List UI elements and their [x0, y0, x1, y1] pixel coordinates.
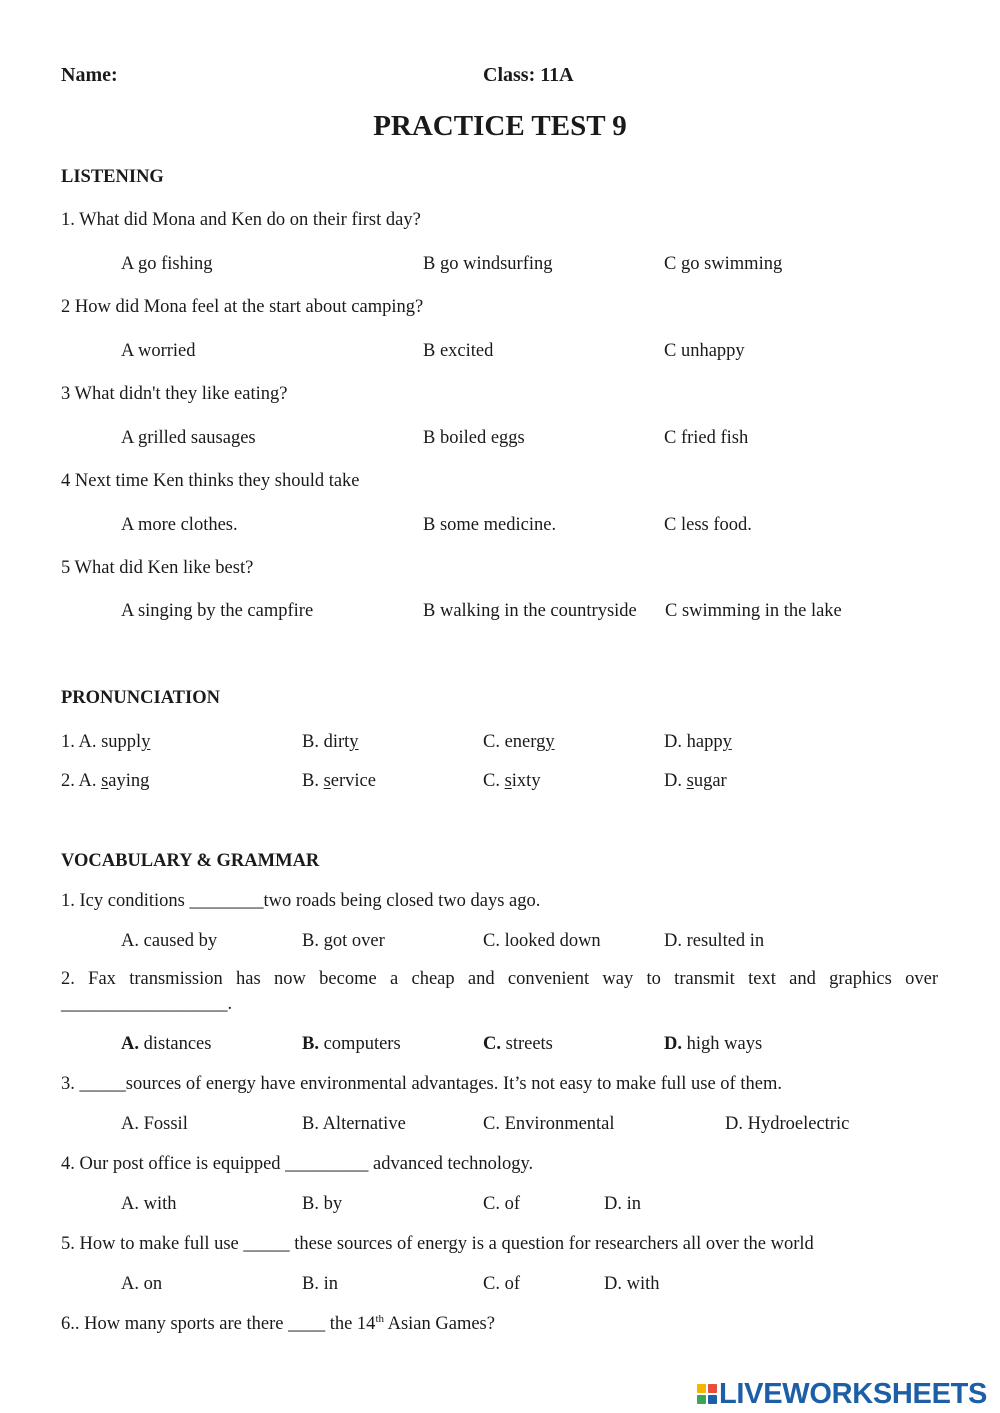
- listening-q5-option-c: C swimming in the lake: [665, 601, 842, 621]
- vocab-q2-blank: __________________.: [61, 994, 233, 1014]
- liveworksheets-logo: [697, 1376, 987, 1412]
- question-text-start: 6.. How many sports are there ____ the 14: [61, 1314, 376, 1334]
- option-letter: C.: [483, 1034, 501, 1054]
- word-start: C. energ: [483, 732, 546, 752]
- word-start: D.: [664, 771, 687, 791]
- listening-q1-option-c: C go swimming: [664, 254, 783, 274]
- vocab-q4-option-a: A. with: [121, 1194, 177, 1214]
- vocab-q2-option-d: [664, 1035, 762, 1054]
- vocab-q5-option-b: B. in: [302, 1274, 338, 1294]
- listening-q3-option-b: B boiled eggs: [423, 428, 525, 448]
- option-letter: B.: [302, 1034, 319, 1054]
- question-text-end: Asian Games?: [384, 1314, 495, 1334]
- vocab-q3-option-d: D. Hydroelectric: [725, 1114, 850, 1134]
- class-label: Class: 11A: [483, 64, 574, 86]
- word-start: C.: [483, 771, 505, 791]
- vocab-question-1: 1. Icy conditions ________two roads being closed two days ago.: [61, 891, 541, 911]
- vocab-q1-option-b: B. got over: [302, 931, 385, 951]
- underlined-sound: s: [504, 771, 512, 791]
- word-end: aying: [108, 771, 150, 791]
- vocab-q5-option-a: A. on: [121, 1274, 163, 1294]
- pronunciation-item-1-a: [61, 733, 150, 752]
- vocab-q5-option-c: C. of: [483, 1274, 520, 1294]
- pronunciation-item-1-d: [664, 733, 732, 752]
- listening-question-4: 4 Next time Ken thinks they should take: [61, 471, 360, 491]
- listening-question-2: 2 How did Mona feel at the start about camping?: [61, 297, 424, 317]
- vocab-q2-option-c: [483, 1035, 553, 1054]
- listening-q5-option-a: A singing by the campfire: [121, 601, 314, 621]
- underlined-sound: s: [101, 771, 109, 791]
- listening-q4-option-b: B some medicine.: [423, 515, 557, 535]
- pronunciation-heading: PRONUNCIATION: [61, 688, 220, 708]
- listening-question-3: 3 What didn't they like eating?: [61, 384, 288, 404]
- vocab-q3-option-a: A. Fossil: [121, 1114, 188, 1134]
- listening-q5-option-b: B walking in the countryside: [423, 601, 637, 621]
- option-text: streets: [505, 1034, 553, 1054]
- vocab-q4-option-c: C. of: [483, 1194, 520, 1214]
- vocab-question-4: 4. Our post office is equipped _________ advanced technology.: [61, 1154, 534, 1174]
- vocab-question-3: 3. _____sources of energy have environmental advantages. It’s not easy to make full use of them.: [61, 1074, 782, 1094]
- vocab-q2-option-b: [302, 1035, 401, 1054]
- vocab-q3-option-c: C. Environmental: [483, 1114, 615, 1134]
- listening-q2-option-b: B excited: [423, 341, 494, 361]
- vocab-q1-option-a: A. caused by: [121, 931, 218, 951]
- vocab-q5-option-d: D. with: [604, 1274, 660, 1294]
- logo-mark-icon: [697, 1384, 717, 1404]
- option-text: computers: [323, 1034, 401, 1054]
- pronunciation-item-1-c: [483, 733, 555, 752]
- listening-q1-option-a: A go fishing: [121, 254, 213, 274]
- underlined-sound: y: [722, 732, 732, 752]
- listening-q1-option-b: B go windsurfing: [423, 254, 553, 274]
- underlined-sound: s: [323, 771, 331, 791]
- pronunciation-item-2-c: [483, 772, 541, 791]
- word-start: B. dirt: [302, 732, 350, 752]
- listening-question-5: 5 What did Ken like best?: [61, 558, 254, 578]
- logo-square: [708, 1395, 717, 1404]
- pronunciation-item-2-a: [61, 772, 149, 791]
- word-end: ixty: [511, 771, 541, 791]
- word-end: ugar: [693, 771, 727, 791]
- pronunciation-item-1-b: [302, 733, 359, 752]
- listening-q4-option-c: C less food.: [664, 515, 752, 535]
- item-number: 1. A.: [61, 732, 97, 752]
- vocab-q1-option-d: D. resulted in: [664, 931, 765, 951]
- superscript: th: [375, 1312, 384, 1325]
- word-start: D. happ: [664, 732, 723, 752]
- vocab-q4-option-d: D. in: [604, 1194, 641, 1214]
- word-start: suppl: [101, 732, 142, 752]
- vocab-question-2: 2. Fax transmission has now become a cheap and convenient way to transmit text and graphics over: [61, 969, 938, 989]
- logo-square: [697, 1384, 706, 1393]
- listening-q3-option-a: A grilled sausages: [121, 428, 256, 448]
- vocab-heading: VOCABULARY & GRAMMAR: [61, 851, 320, 871]
- pronunciation-item-2-d: [664, 772, 727, 791]
- listening-q4-option-a: A more clothes.: [121, 515, 238, 535]
- listening-q3-option-c: C fried fish: [664, 428, 749, 448]
- logo-square: [708, 1384, 717, 1393]
- listening-q2-option-a: A worried: [121, 341, 196, 361]
- underlined-sound: s: [686, 771, 694, 791]
- vocab-q1-option-c: C. looked down: [483, 931, 601, 951]
- option-letter: A.: [121, 1034, 139, 1054]
- pronunciation-item-2-b: [302, 772, 376, 791]
- option-letter: D.: [664, 1034, 682, 1054]
- vocab-question-5: 5. How to make full use _____ these sources of energy is a question for researchers all over the world: [61, 1234, 814, 1254]
- page-title: PRACTICE TEST 9: [373, 110, 627, 142]
- logo-text: LIVEWORKSHEETS: [719, 1377, 988, 1410]
- listening-q2-option-c: C unhappy: [664, 341, 745, 361]
- underlined-sound: y: [545, 732, 555, 752]
- name-label: Name:: [61, 64, 118, 86]
- item-number: 2. A.: [61, 771, 97, 791]
- word-end: ervice: [330, 771, 376, 791]
- listening-question-1: 1. What did Mona and Ken do on their first day?: [61, 210, 421, 230]
- vocab-question-6: [61, 1312, 495, 1334]
- underlined-sound: y: [349, 732, 359, 752]
- vocab-q3-option-b: B. Alternative: [302, 1114, 406, 1134]
- underlined-sound: y: [141, 732, 151, 752]
- listening-heading: LISTENING: [61, 167, 164, 187]
- vocab-q4-option-b: B. by: [302, 1194, 343, 1214]
- option-text: distances: [143, 1034, 212, 1054]
- word-start: B.: [302, 771, 324, 791]
- logo-square: [697, 1395, 706, 1404]
- option-text: high ways: [686, 1034, 763, 1054]
- vocab-q2-option-a: [121, 1035, 211, 1054]
